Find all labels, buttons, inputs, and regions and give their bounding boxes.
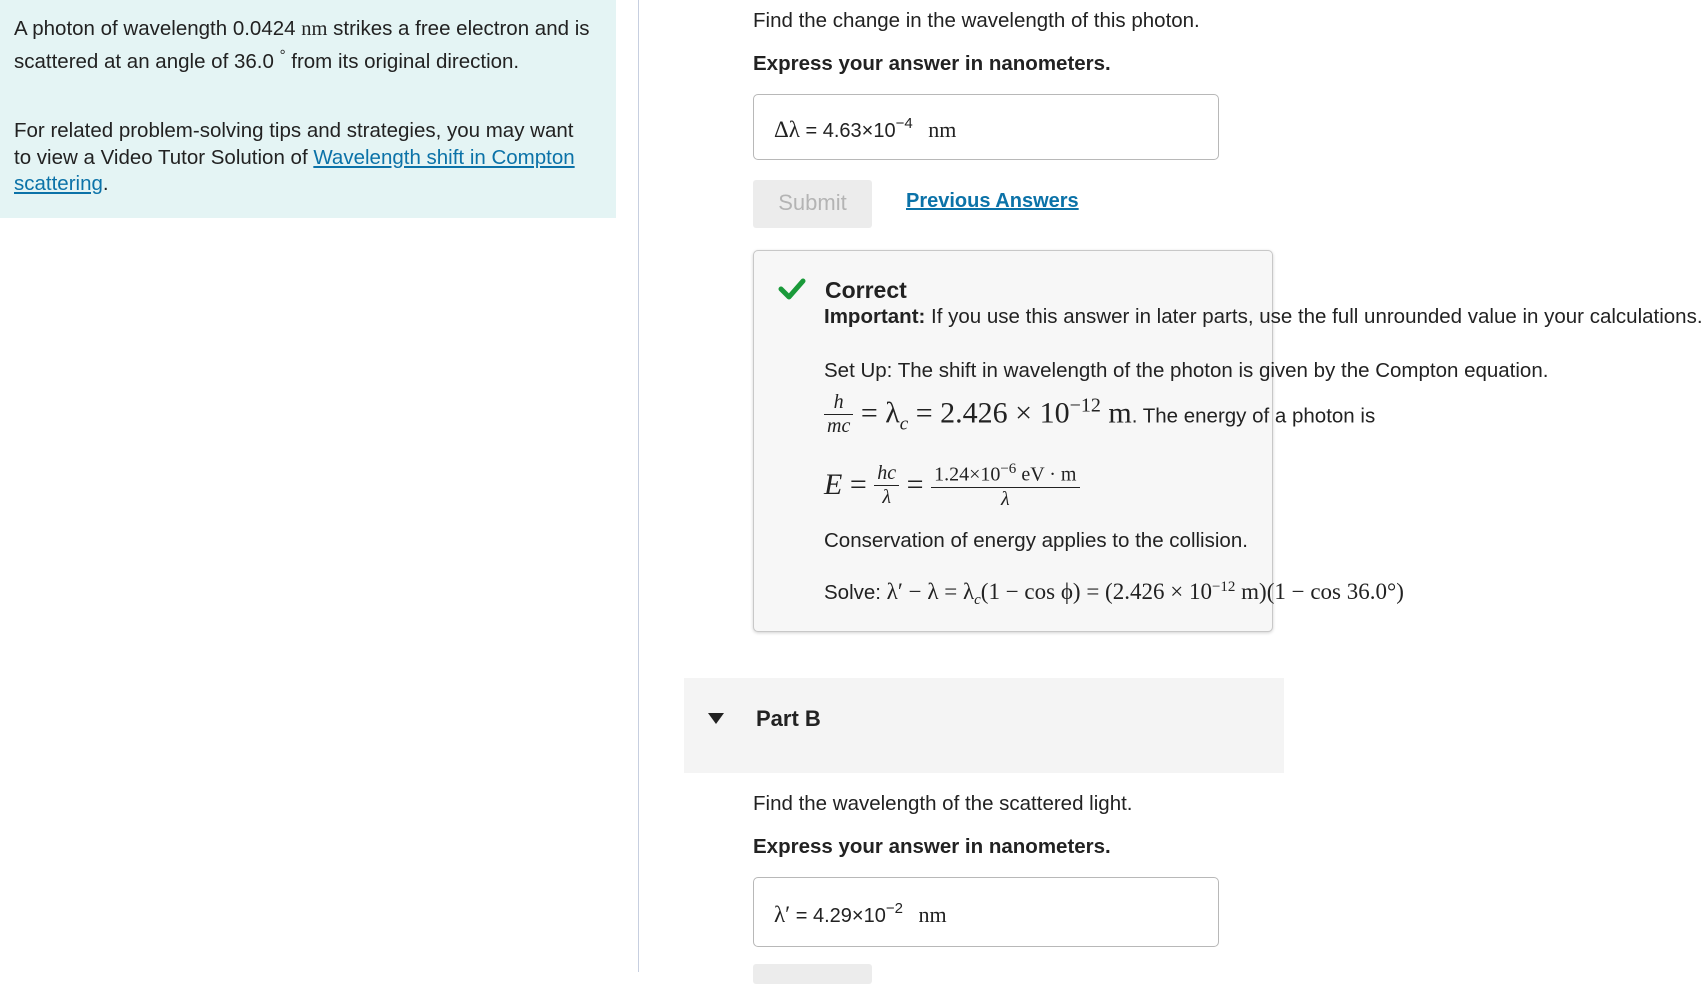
previous-answers-link[interactable]: Previous Answers xyxy=(906,190,1079,212)
feedback-panel xyxy=(753,250,1703,632)
solve-text: Solve: $\lambda' - \lambda = \lambda_c(1 - \cos \phi) = (2.426 \times 10^{-12}$ m)(1 − cos 36.0°) xyxy=(824,579,1404,609)
part-b-answer: $\lambda' = 4.29\times 10^{-2}$ nm xyxy=(774,900,947,927)
tip-text: For related problem-solving tips and strategies, you may want to view a Video Tutor Solution of Wavelength shift in Compton scattering. xyxy=(14,119,575,195)
unit-nm: nm xyxy=(301,18,328,40)
part-b-question: Find the wavelength of the scattered light. xyxy=(753,792,1133,815)
setup-text: Set Up: The shift in wavelength of the photon is given by the Compton equation. xyxy=(824,359,1549,382)
part-b-submit-button[interactable] xyxy=(753,964,872,984)
photon-energy-equation: E = $\frac{hc}{\lambda}$ = $\frac{1.24\times 10^{-6} eV \cdot m}{\lambda}$ xyxy=(824,461,1080,511)
part-b-instruction: Express your answer in nanometers. xyxy=(753,835,1111,858)
feedback-title: Correct xyxy=(825,277,907,303)
part-b-title: Part B xyxy=(756,706,821,731)
answer-unit: nm xyxy=(928,117,957,142)
collapse-arrow-icon[interactable] xyxy=(708,713,724,724)
part-a-instruction: Express your answer in nanometers. xyxy=(753,52,1111,75)
answer-label: λ′ xyxy=(774,902,791,927)
important-note: Important: If you use this answer in later parts, use the full unrounded value in your calculations. xyxy=(824,305,1703,328)
part-a-answer: $\Delta\lambda = 4.63\times 10^{-4}$ nm xyxy=(774,115,957,142)
answer-value: 4.63×10 xyxy=(822,120,896,142)
part-a-answer-box[interactable] xyxy=(753,94,1219,160)
answer-unit: nm xyxy=(918,902,947,927)
part-a-question: Find the change in the wavelength of this photon. xyxy=(753,9,1200,32)
part-b-answer-box[interactable] xyxy=(753,877,1219,947)
answer-value: 4.29×10 xyxy=(812,905,886,927)
degree-symbol: ° xyxy=(279,46,286,64)
answer-label: Δλ xyxy=(774,117,800,142)
conservation-text: Conservation of energy applies to the collision. xyxy=(824,529,1248,552)
checkmark-icon xyxy=(778,278,806,300)
problem-text: A photon of wavelength 0.0424 nm strikes a free electron and is scattered at an angle of 36.0 ° from its original direction. xyxy=(14,17,590,73)
compton-wavelength-equation: $\frac{h}{mc}$ = $\lambda_c = 2.426 \times 10^{-12}$ m. The energy of a photon is xyxy=(824,391,1375,438)
video-tutor-link[interactable]: Wavelength shift in Compton scattering xyxy=(14,145,575,195)
submit-button[interactable]: Submit xyxy=(753,180,872,228)
